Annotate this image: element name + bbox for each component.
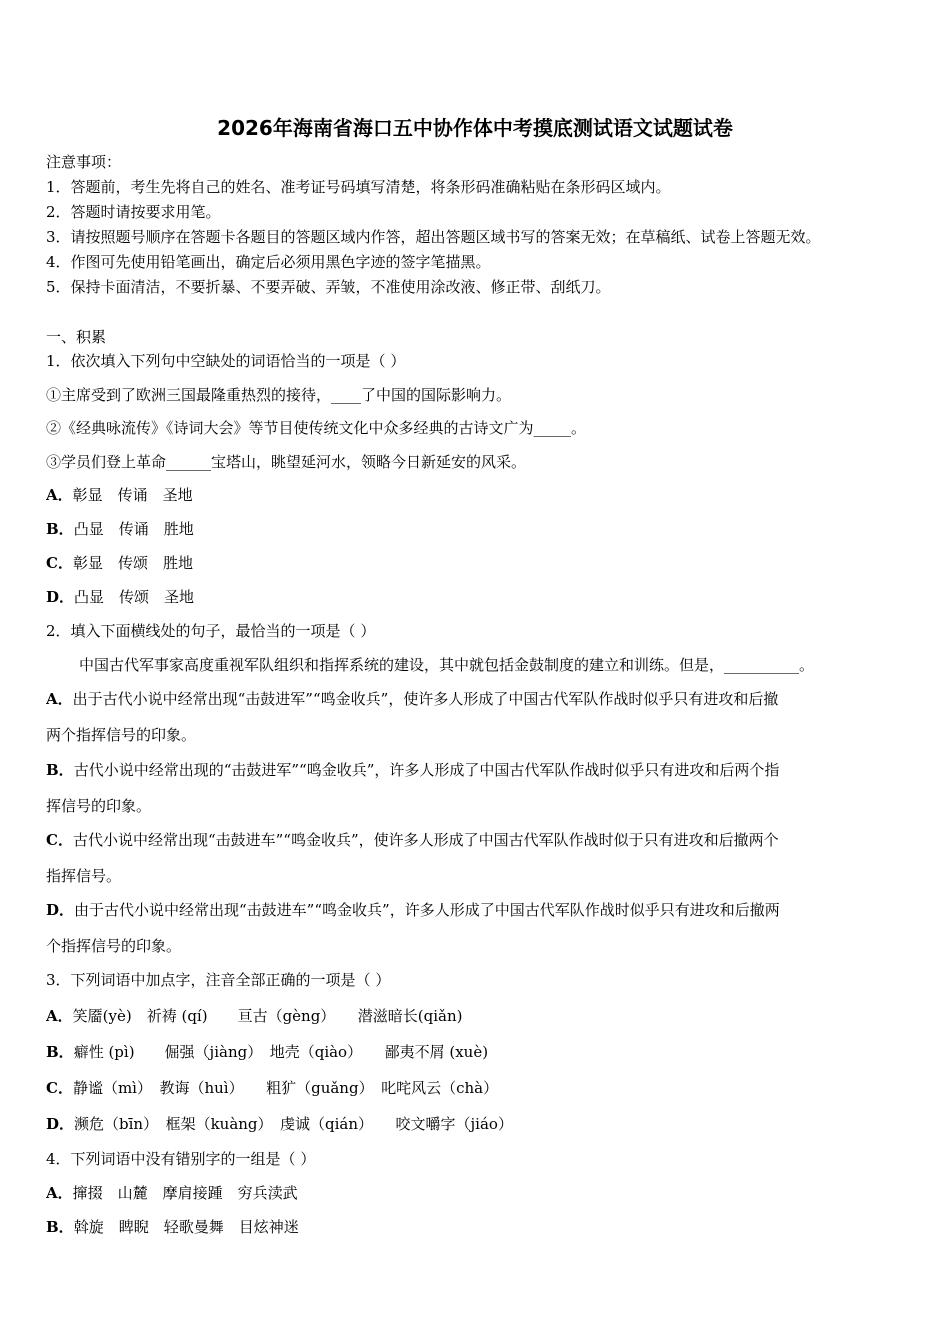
- notice-heading: 注意事项：: [46, 153, 122, 171]
- question-1-sentence-2: ②《经典咏流传》《诗词大会》等节目使传统文化中众多经典的古诗文广为_____。: [46, 419, 587, 437]
- question-2-option-c-cont: 指挥信号。: [46, 867, 122, 885]
- notice-item-3: 3．请按照题号顺序在答题卡各题目的答题区域内作答，超出答题区域书写的答案无效；在草稿纸、试卷上答题无效。: [46, 228, 821, 246]
- question-3-option-c: C．静谧（mì） 教诲（huì） 粗犷（guǎng） 叱咤风云（chà）: [46, 1079, 499, 1097]
- question-1-sentence-3: ③学员们登上革命______宝塔山，眺望延河水，领略今日新延安的风采。: [46, 453, 527, 471]
- question-3-option-d: D．濒危（bīn） 框架（kuàng） 虔诚（qián） 咬文嚼字（jiáo）: [46, 1115, 513, 1133]
- notice-item-4: 4．作图可先使用铅笔画出，确定后必须用黑色字迹的签字笔描黑。: [46, 253, 491, 271]
- question-4-option-a: A．撺掇 山麓 摩肩接踵 穷兵渎武: [46, 1184, 298, 1202]
- question-2-option-a: A．出于古代小说中经常出现“击鼓进军”“鸣金收兵”，使许多人形成了中国古代军队作战时似乎只有进攻和后撤: [46, 690, 779, 708]
- notice-item-2: 2．答题时请按要求用笔。: [46, 203, 221, 221]
- page-title: 2026年海南省海口五中协作体中考摸底测试语文试题试卷: [217, 116, 733, 140]
- question-2-option-b-cont: 挥信号的印象。: [46, 797, 152, 815]
- question-2-option-d: D．由于古代小说中经常出现“击鼓进车”“鸣金收兵”，许多人形成了中国古代军队作战时似乎只有进攻和后撤两: [46, 901, 780, 919]
- question-3-option-a: A．笑靥(yè) 祈祷 (qí) 亘古（gèng） 潜滋暗长(qiǎn): [46, 1007, 463, 1025]
- question-1-sentence-1: ①主席受到了欧洲三国最隆重热烈的接待，____了中国的国际影响力。: [46, 386, 512, 404]
- question-3-stem: 3．下列词语中加点字，注音全部正确的一项是（ ）: [46, 971, 391, 989]
- question-2-option-b: B．古代小说中经常出现的“击鼓进军”“鸣金收兵”，许多人形成了中国古代军队作战时似乎只有进攻和后两个指: [46, 761, 780, 779]
- question-1-stem: 1．依次填入下列句中空缺处的词语恰当的一项是（ ）: [46, 352, 406, 370]
- question-4-option-b: B．斡旋 睥睨 轻歌曼舞 目炫神迷: [46, 1218, 299, 1236]
- question-2-option-a-cont: 两个指挥信号的印象。: [46, 726, 197, 744]
- question-1-option-b: B．凸显 传诵 胜地: [46, 520, 194, 538]
- notice-item-5: 5．保持卡面清洁，不要折暴、不要弄破、弄皱，不准使用涂改液、修正带、刮纸刀。: [46, 278, 611, 296]
- question-2-option-d-cont: 个指挥信号的印象。: [46, 937, 182, 955]
- section-heading: 一、积累: [46, 328, 107, 346]
- question-1-option-a: A．彰显 传诵 圣地: [46, 486, 193, 504]
- notice-item-1: 1．答题前，考生先将自己的姓名、准考证号码填写清楚，将条形码准确粘贴在条形码区域内。: [46, 178, 671, 196]
- question-2-passage: 中国古代军事家高度重视军队组织和指挥系统的建设，其中就包括金鼓制度的建立和训练。但是，__________。: [79, 656, 815, 674]
- question-1-option-d: D．凸显 传颂 圣地: [46, 588, 195, 606]
- question-1-option-c: C．彰显 传颂 胜地: [46, 554, 193, 572]
- question-2-option-c: C．古代小说中经常出现“击鼓进车”“鸣金收兵”，使许多人形成了中国古代军队作战时似于只有进攻和后撤两个: [46, 831, 779, 849]
- question-2-stem: 2．填入下面横线处的句子，最恰当的一项是（ ）: [46, 622, 376, 640]
- question-3-option-b: B．癖性 (pì) 倔强（jiàng） 地壳（qiào） 鄙夷不屑 (xuè): [46, 1043, 489, 1061]
- question-4-stem: 4．下列词语中没有错别字的一组是（ ）: [46, 1150, 316, 1168]
